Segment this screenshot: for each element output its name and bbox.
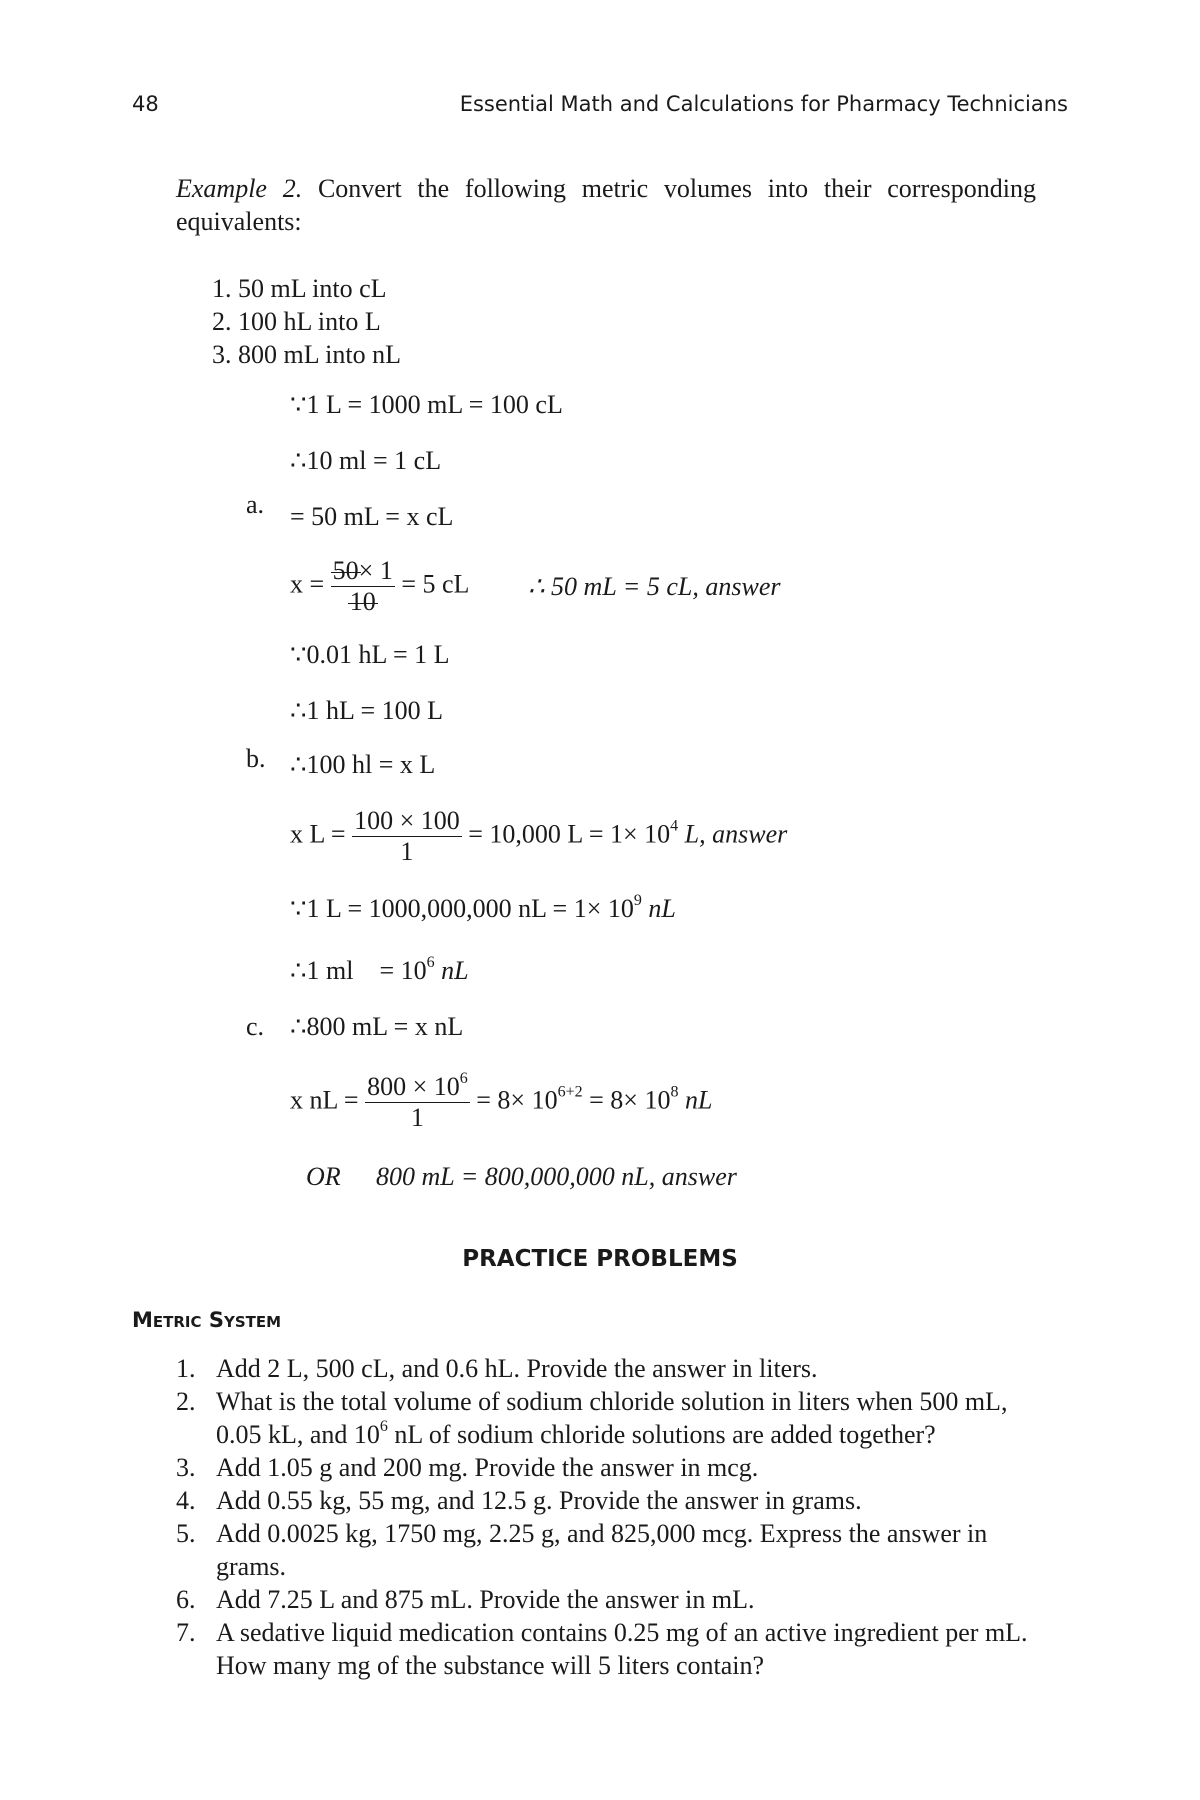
running-header (132, 92, 1068, 122)
item-text: 800 mL into nL (238, 340, 401, 369)
equation-fraction-line (290, 556, 469, 617)
equation-lhs: x L = (290, 819, 346, 849)
item-text: 100 hL into L (238, 307, 381, 336)
exponent: 6 (379, 1418, 388, 1435)
exponent: 8 (670, 1083, 679, 1101)
equation-line (290, 956, 469, 986)
equation-lhs: x = (290, 569, 325, 599)
fraction-numerator: 100 × 100 (354, 806, 460, 835)
item-text: 50 mL into cL (238, 274, 387, 303)
item-text: nL of sodium chloride solutions are added together? (387, 1420, 936, 1449)
list-item (212, 305, 401, 338)
equation-or: OR (306, 1162, 341, 1191)
equation-line (290, 894, 676, 924)
equation-line: ∴1 hL = 100 L (290, 696, 444, 725)
exponent: 6 (459, 1070, 468, 1087)
list-item (176, 1484, 1038, 1517)
equation-line: = 50 mL = x cL (290, 502, 454, 531)
list-item (176, 1616, 1038, 1682)
item-text: Add 2 L, 500 cL, and 0.6 hL. Provide the answer in liters. (216, 1354, 818, 1383)
part-label-a: a. (246, 490, 265, 519)
equation-line: ∵0.01 hL = 1 L (290, 640, 450, 669)
subsection-heading: Metric System (132, 1308, 282, 1332)
equation-text: = 8× 10 (476, 1085, 558, 1115)
example-items (212, 272, 401, 371)
item-number: 2. (212, 307, 232, 336)
example-label: Example 2. (176, 174, 303, 203)
equation-line: ∴100 hl = x L (290, 750, 436, 779)
fraction-denominator: 1 (410, 1103, 424, 1132)
equation-unit: nL (684, 1085, 713, 1115)
equation-text: ∴1 ml = 10 (290, 956, 427, 985)
fraction (365, 1072, 470, 1133)
item-number: 4. (176, 1486, 196, 1515)
item-number: 3. (176, 1453, 196, 1482)
fraction-numerator-tail: × 1 (358, 556, 393, 585)
item-text: Add 0.0025 kg, 1750 mg, 2.25 g, and 825,000 mcg. Express the answer in grams. (216, 1519, 988, 1581)
item-text: Add 1.05 g and 200 mg. Provide the answer in mcg. (216, 1453, 759, 1482)
list-item (176, 1385, 1038, 1451)
item-number: 2. (176, 1387, 196, 1416)
list-item (212, 338, 401, 371)
fraction (352, 806, 462, 867)
list-item (212, 272, 401, 305)
example-intro-text: Convert the following metric volumes into their corresponding equivalents: (176, 174, 1037, 236)
equation-text: = 8× 10 (589, 1085, 671, 1115)
answer-a: ∴ 50 mL = 5 cL, answer (528, 572, 781, 601)
item-number: 3. (212, 340, 232, 369)
exponent: 4 (670, 817, 679, 835)
item-text: Add 7.25 L and 875 mL. Provide the answer in mL. (216, 1585, 755, 1614)
item-number: 6. (176, 1585, 196, 1614)
item-number: 7. (176, 1618, 196, 1647)
exponent: 9 (633, 892, 642, 909)
equation-answer: L, answer (684, 819, 788, 849)
section-title: PRACTICE PROBLEMS (462, 1246, 738, 1272)
fraction-denominator: 1 (400, 837, 414, 866)
equation-unit: nL (441, 956, 469, 985)
item-text: Add 0.55 kg, 55 mg, and 12.5 g. Provide the answer in grams. (216, 1486, 862, 1515)
fraction-numerator: 50 (332, 556, 359, 585)
equation-unit: nL (648, 894, 676, 923)
part-label-b: b. (246, 744, 266, 773)
equation-text: ∵1 L = 1000,000,000 nL = 1× 10 (290, 894, 634, 923)
exponent: 6 (426, 954, 435, 971)
practice-problems-list (176, 1352, 1038, 1682)
equation-lhs: x nL = (290, 1085, 359, 1115)
item-text: A sedative liquid medication contains 0.25 mg of an active ingredient per mL. How many mg of the substance will 5 liters contain? (216, 1618, 1028, 1680)
equation-line: ∵1 L = 1000 mL = 100 cL (290, 390, 563, 419)
fraction (331, 556, 395, 617)
example-intro (176, 172, 1036, 238)
equation-fraction-line (290, 1072, 712, 1133)
item-number: 5. (176, 1519, 196, 1548)
page-number: 48 (132, 92, 159, 116)
answer-c: 800 mL = 800,000,000 nL, answer (376, 1162, 737, 1191)
item-number: 1. (212, 274, 232, 303)
list-item (176, 1451, 1038, 1484)
equation-fraction-line (290, 806, 787, 867)
equation-line: ∴10 ml = 1 cL (290, 446, 442, 475)
list-item (176, 1517, 1038, 1583)
fraction-denominator: 10 (349, 587, 376, 616)
book-title: Essential Math and Calculations for Pharmacy Technicians (459, 92, 1068, 116)
part-label-c: c. (246, 1012, 265, 1041)
equation-rhs: = 10,000 L = 1× 10 (468, 819, 671, 849)
list-item (176, 1352, 1038, 1385)
fraction-numerator: 800 × 10 (367, 1072, 460, 1101)
item-text: What is the total volume of sodium chloride solution in liters when 500 mL, 0.05 kL, and 10 (216, 1387, 1008, 1449)
equation-rhs: = 5 cL (401, 569, 470, 599)
list-item (176, 1583, 1038, 1616)
exponent: 6+2 (557, 1083, 583, 1101)
equation-line: ∴800 mL = x nL (290, 1012, 464, 1041)
item-number: 1. (176, 1354, 196, 1383)
